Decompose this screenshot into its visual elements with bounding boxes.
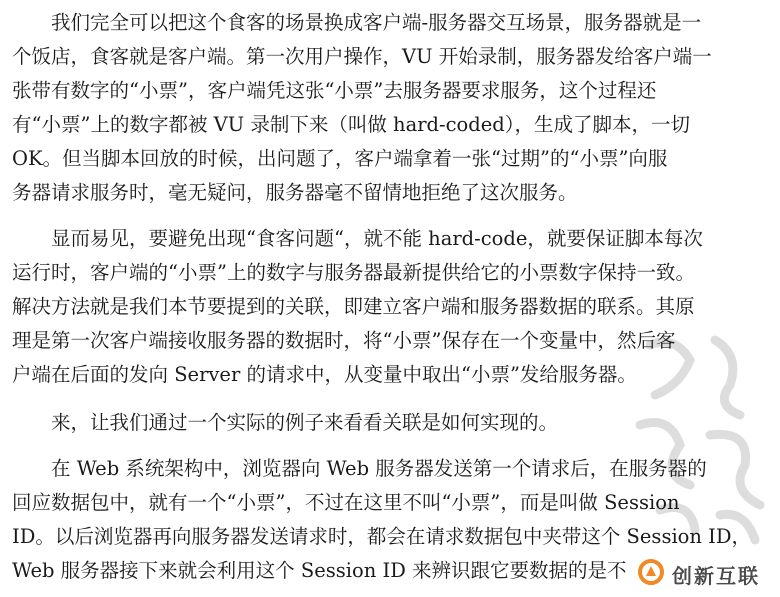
brand-watermark bbox=[632, 555, 770, 593]
paragraph-line: Web 服务器接下来就会利用这个 Session ID 来辨识跟它要数据的是不 bbox=[12, 559, 627, 582]
paragraph-1 bbox=[12, 6, 780, 210]
paragraph-line: 在 Web 系统架构中，浏览器向 Web 服务器发送第一个请求后，在服务器的 bbox=[51, 457, 707, 480]
brand-name: 创新互联 bbox=[672, 563, 760, 588]
paragraph-line: 来，让我们通过一个实际的例子来看看关联是如何实现的。 bbox=[51, 411, 559, 434]
paragraph-line: ID。以后浏览器再向服务器发送请求时，都会在请求数据包中夹带这个 Session ID， bbox=[12, 525, 752, 548]
paragraph-line: 理是第一次客户端接收服务器的数据时，将“小票”保存在一个变量中，然后客 bbox=[12, 329, 676, 352]
paragraph-line: 我们完全可以把这个食客的场景换成客户端-服务器交互场景，服务器就是一 bbox=[51, 11, 702, 34]
paragraph-2 bbox=[12, 222, 780, 392]
paragraph-line: 运行时，客户端的“小票”上的数字与服务器最新提供给它的小票数字保持一致。 bbox=[12, 261, 695, 284]
paragraph-line: 个饭店，食客就是客户端。第一次用户操作，VU 开始录制，服务器发给客户端一 bbox=[12, 45, 712, 68]
paragraph-line: 解决方法就是我们本节要提到的关联，即建立客户端和服务器数据的联系。其原 bbox=[12, 295, 695, 318]
paragraph-line: OK。但当脚本回放的时候，出问题了，客户端拿着一张“过期”的“小票”向服 bbox=[12, 147, 668, 170]
paragraph-line: 户端在后面的发向 Server 的请求中，从变量中取出“小票”发给服务器。 bbox=[12, 363, 637, 386]
chuangxin-hulian-logo-icon bbox=[638, 559, 664, 589]
paragraph-line: 张带有数字的“小票”，客户端凭这张“小票”去服务器要求服务，这个过程还 bbox=[12, 79, 657, 102]
paragraph-line: 回应数据包中，就有一个“小票”，不过在这里不叫“小票”，而是叫做 Session bbox=[12, 491, 680, 514]
paragraph-3 bbox=[12, 406, 780, 440]
paragraph-line: 务器请求服务时，毫无疑问，服务器毫不留情地拒绝了这次服务。 bbox=[12, 181, 578, 204]
paragraph-line: 有“小票”上的数字都被 VU 录制下来（叫做 hard-coded），生成了脚本，一切 bbox=[12, 113, 691, 136]
paragraph-line: 显而易见，要避免出现“食客问题“，就不能 hard-code，就要保证脚本每次 bbox=[51, 227, 703, 250]
